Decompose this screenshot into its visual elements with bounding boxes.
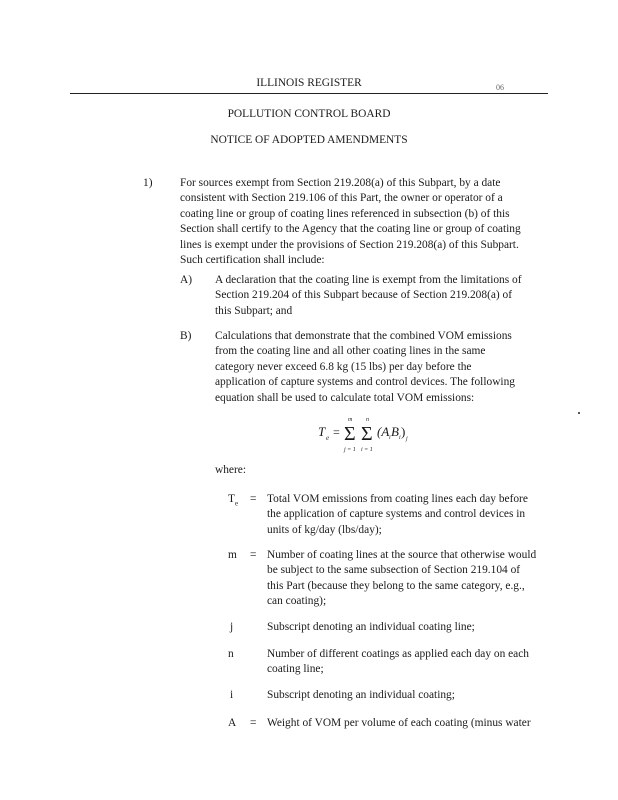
sum2-sigma: Σ — [361, 423, 373, 445]
definition-line: units of kg/day (lbs/day); — [267, 523, 382, 536]
equation-lhs-sub: e — [326, 434, 330, 442]
notice-title: NOTICE OF ADOPTED AMENDMENTS — [210, 134, 408, 146]
item-line: Such certification shall include: — [180, 254, 325, 267]
subsection-a-text — [215, 273, 522, 319]
definition-line: Subscript denoting an individual coating line; — [267, 621, 475, 633]
subsection-a-line: this Subpart; and — [215, 304, 293, 317]
board-title: POLLUTION CONTROL BOARD — [227, 108, 391, 120]
definition-symbol: j — [230, 621, 234, 633]
header-rule — [70, 93, 548, 94]
corner-mark: 06 — [496, 83, 504, 92]
subsection-b-line: Calculations that demonstrate that the combined VOM emissions — [215, 330, 512, 342]
definition-line: be subject to the same subsection of Section 219.104 of — [267, 564, 521, 577]
sum2-lower: i = 1 — [361, 447, 373, 453]
item-line: For sources exempt from Section 219.208(a) of this Subpart, by a date — [180, 177, 501, 189]
definition-symbol: i — [230, 689, 234, 701]
equation-term-sub1: i — [389, 435, 391, 441]
subsection-b-line: category never exceed 6.8 kg (15 lbs) per day before the — [215, 360, 472, 373]
item-paragraph — [180, 176, 521, 268]
stray-mark — [578, 412, 580, 414]
definition-line: this Part (because they belong to the same category, e.g., — [267, 579, 525, 592]
equation-term-open: (A — [377, 424, 390, 439]
subsection-b-line: equation shall be used to calculate total VOM emissions: — [215, 391, 475, 404]
equation-equals: = — [333, 425, 340, 439]
equation-term-b: B — [391, 424, 399, 439]
register-title: ILLINOIS REGISTER — [256, 77, 362, 89]
definition-symbol: A — [228, 717, 237, 729]
equation-term-sub2: i — [399, 435, 401, 441]
definition-line: coating line; — [267, 663, 324, 676]
equation-term-close: ) — [401, 424, 406, 439]
definition-separator: = — [250, 549, 257, 561]
definition-line: Number of coating lines at the source that otherwise would — [267, 549, 537, 561]
subsection-b-text — [215, 329, 515, 406]
definition-line: Total VOM emissions from coating lines each day before — [267, 493, 528, 505]
subsection-b-line: application of capture systems and control devices. The following — [215, 376, 515, 389]
definition-text — [267, 716, 531, 731]
where-label: where: — [215, 464, 246, 476]
item-line: Section shall certify to the Agency that the coating line or group of coating — [180, 223, 521, 236]
item-number: 1) — [143, 177, 153, 189]
definition-line: Subscript denoting an individual coating; — [267, 689, 455, 701]
definition-line: the application of capture systems and control devices in — [267, 508, 526, 521]
definition-line: can coating); — [267, 595, 327, 608]
definition-text — [267, 492, 528, 538]
definition-line: Number of different coatings as applied each day on each — [267, 648, 529, 660]
definition-symbol: n — [228, 648, 234, 660]
definition-symbol-letter: T — [228, 493, 235, 505]
subsection-b-label: B) — [180, 330, 192, 342]
sum1-upper: m — [348, 417, 353, 423]
definition-text — [267, 688, 455, 703]
equation-lhs: T — [318, 424, 326, 439]
definition-text — [267, 548, 536, 610]
subsection-b-line: from the coating line and all other coating lines in the same — [215, 345, 486, 358]
item-line: coating line or group of coating lines referenced in subsection (b) of this — [180, 207, 510, 220]
definition-line: Weight of VOM per volume of each coating (minus water — [267, 717, 531, 729]
subsection-a-line: A declaration that the coating line is exempt from the limitations of — [215, 274, 522, 286]
item-line: lines is exempt under the provisions of Section 219.208(a) of this Subpart. — [180, 238, 519, 251]
definition-separator: = — [250, 493, 257, 505]
subsection-a-label: A) — [180, 274, 193, 286]
definition-symbol-sub: e — [234, 499, 239, 508]
vom-equation — [318, 414, 410, 464]
definition-text — [267, 620, 475, 635]
sum1-lower: j = 1 — [344, 447, 356, 453]
definition-symbol — [228, 492, 238, 512]
definition-text — [267, 647, 529, 678]
sum2-upper: n — [366, 417, 369, 423]
definition-separator: = — [250, 717, 257, 729]
subsection-a-line: Section 219.204 of this Subpart because of Section 219.208(a) of — [215, 289, 513, 302]
definition-symbol: m — [228, 549, 237, 561]
equation-outer-sub: j — [406, 436, 408, 442]
item-line: consistent with Section 219.106 of this Part, the owner or operator of a — [180, 192, 503, 205]
sum1-sigma: Σ — [344, 423, 356, 445]
